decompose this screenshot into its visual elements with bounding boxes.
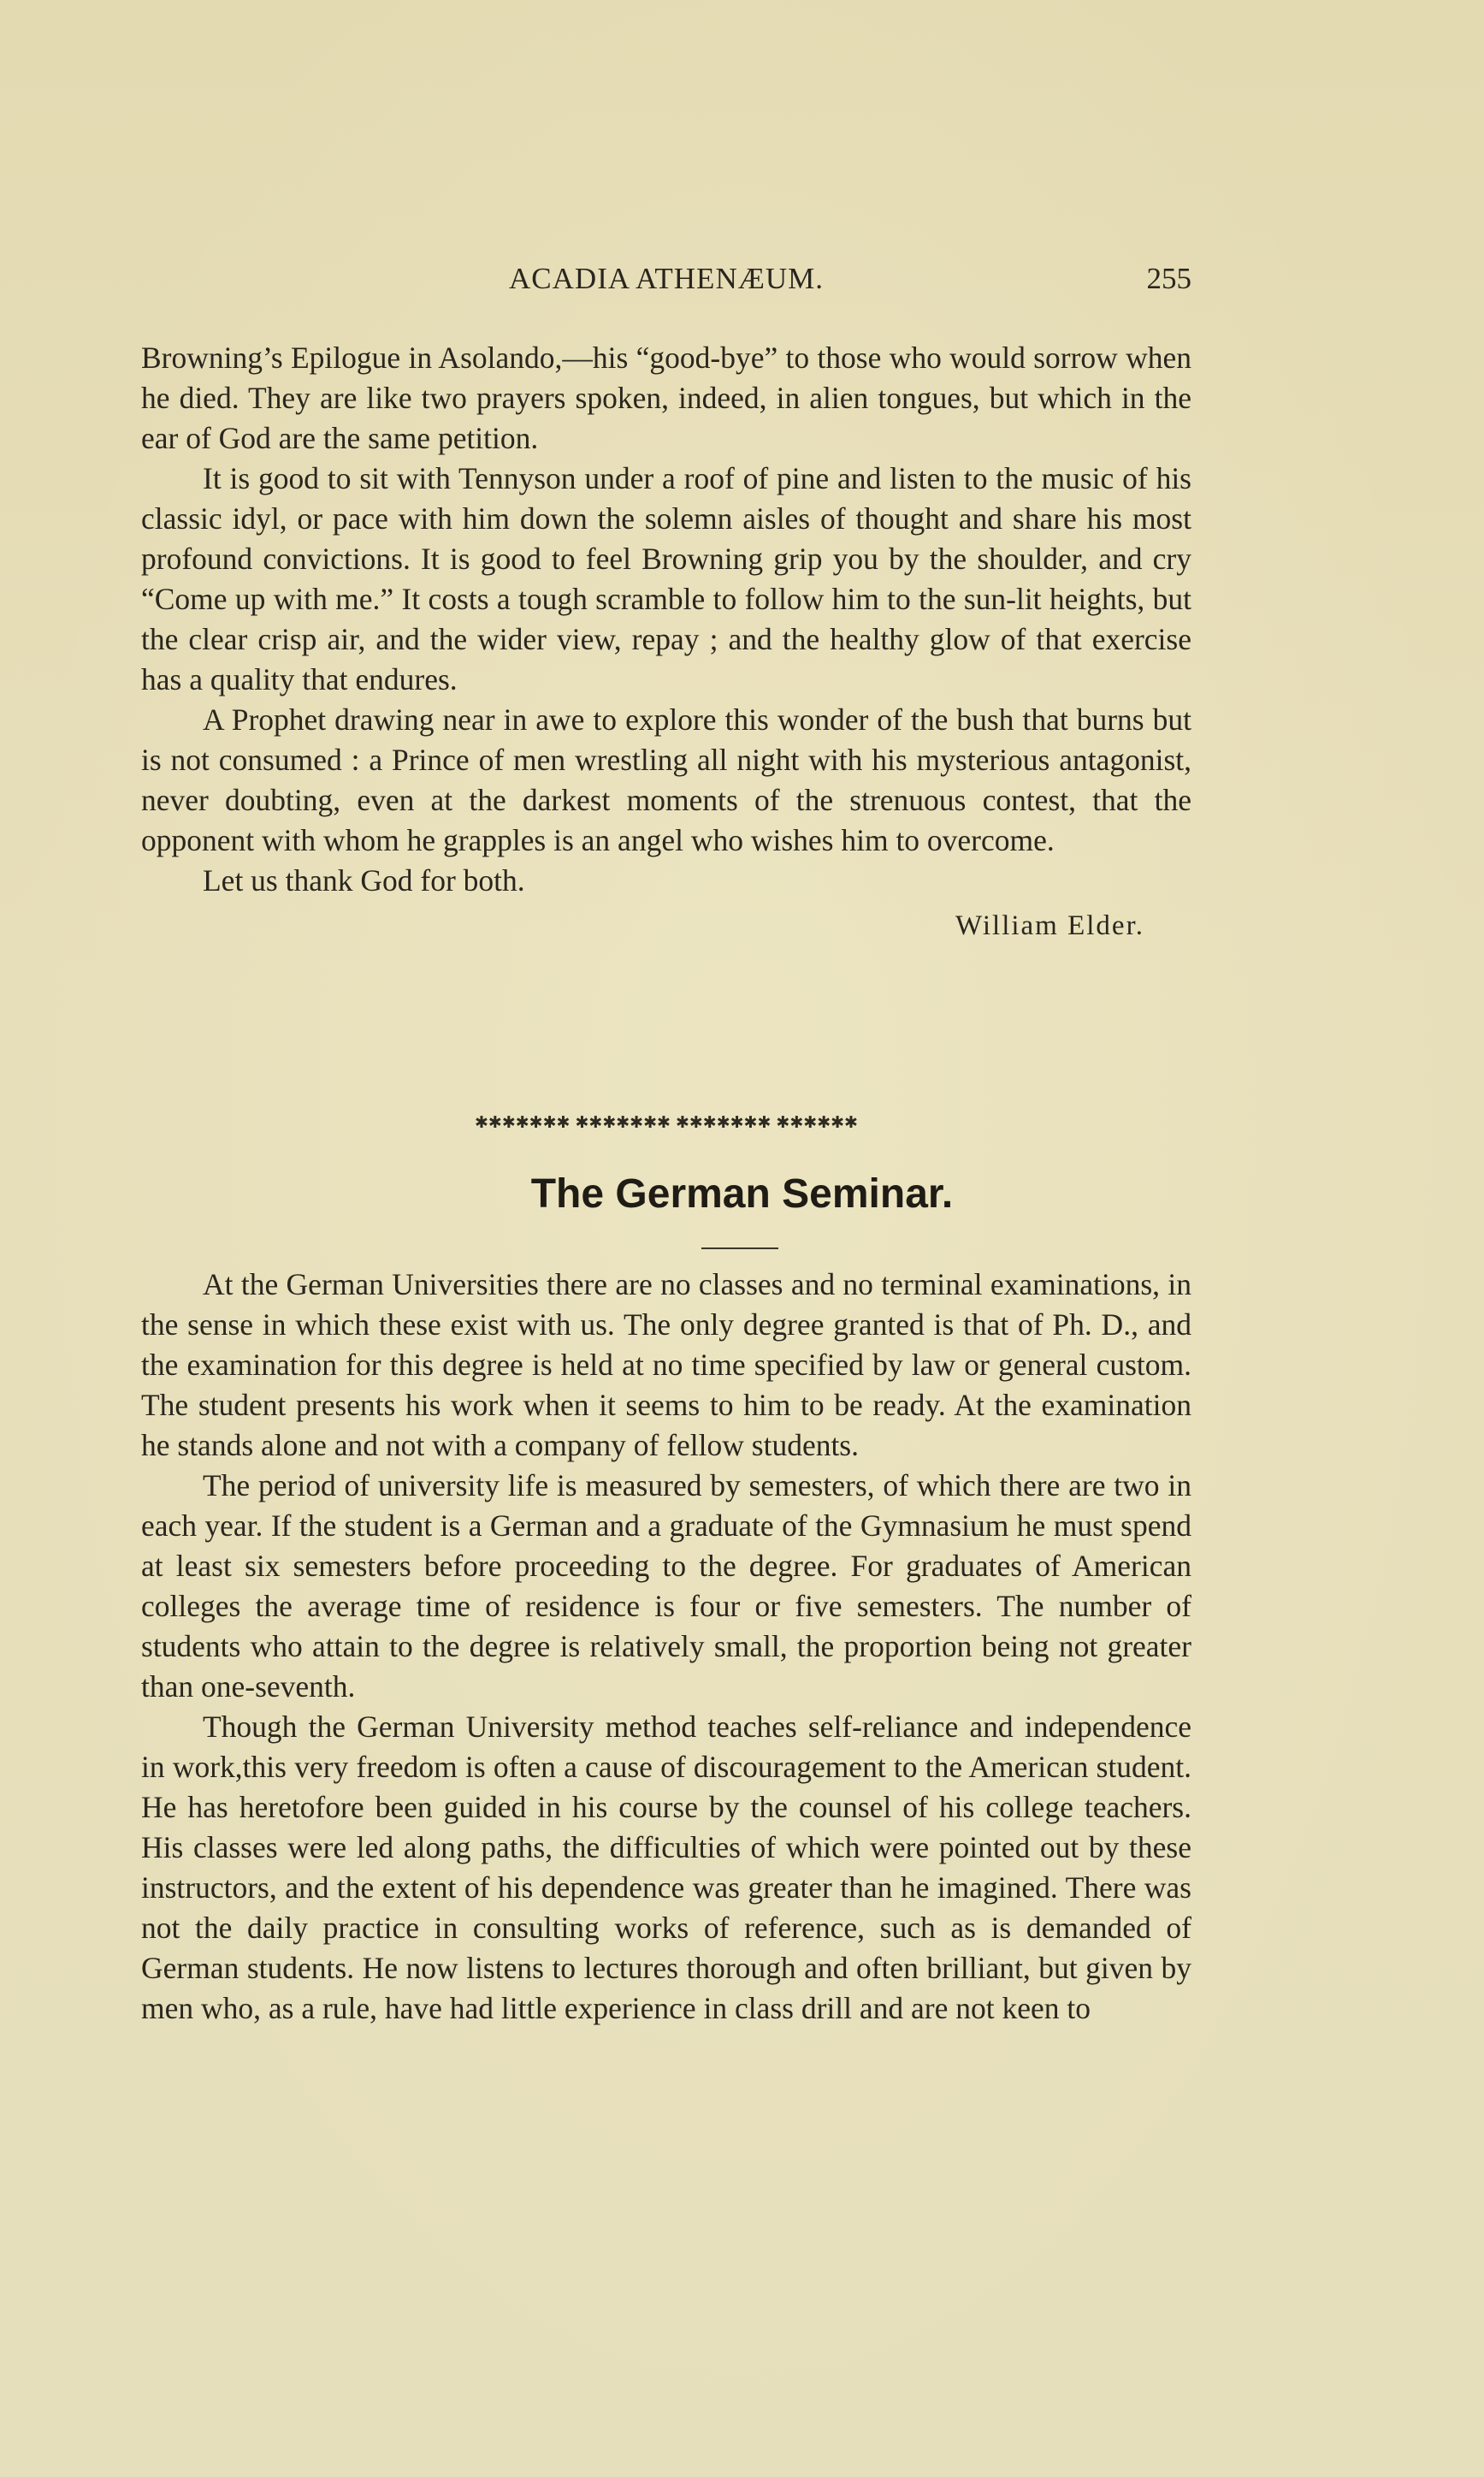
paragraph-4: Let us thank God for both. — [203, 863, 525, 898]
decorative-ornament-divider: ✱✱✱✱✱✱✱ ✱✱✱✱✱✱✱ ✱✱✱✱✱✱✱ ✱✱✱✱✱✱ — [475, 1113, 858, 1132]
title-rule — [701, 1247, 778, 1249]
running-title: ACADIA ATHENÆUM. — [509, 262, 824, 295]
paragraph-seminar-3: Though the German University method teaches self-reliance and independence in work,this very freedom is often a cause of discouragement to the American student. He has heretofore been guided in his course by the counsel of his college teachers. His classes were led along paths, the difficulties of which were pointed out by these instructors, and the extent of his dependence was greater than he imagined. There was not the daily practice in consulting works of reference, such as is demanded of German students. He now listens to lectures thorough and often brilliant, but given by men who, as a rule, have had little experience in class drill and are not keen to — [141, 1710, 1191, 2025]
author-signature: William Elder. — [955, 910, 1144, 941]
paragraph-seminar-2: The period of university life is measured by semesters, of which there are two in each year. If the student is a German and a graduate of the Gymnasium he must spend at least six semesters before proceeding to the degree. For graduates of American colleges the average time of residence is four or five semesters. The number of students who attain to the degree is relatively small, the proportion being not greater than one-seventh. — [141, 1468, 1191, 1704]
paragraph-1: Browning’s Epilogue in Asolando,—his “good-bye” to those who would sorrow when he died. They are like two prayers spoken, indeed, in alien tongues, but which in the ear of God are the same petition. — [141, 341, 1191, 455]
section-german-seminar — [141, 1265, 1191, 2029]
paragraph-seminar-1: At the German Universities there are no classes and no terminal examinations, in the sense in which these exist with us. The only degree granted is that of Ph. D., and the examination for this degree is held at no time specified by law or general custom. The student presents his work when it seems to him to be ready. At the examination he stands alone and not with a company of fellow students. — [141, 1267, 1191, 1462]
section-title: The German Seminar. — [530, 1171, 954, 1217]
page-number: 255 — [1146, 262, 1191, 295]
paragraph-3: A Prophet drawing near in awe to explore this wonder of the bush that burns but is not consumed : a Prince of men wrestling all night with his mysterious antagonist, never doubting, even at the darkest moments of the strenuous contest, that the opponent with whom he grapples is an angel who wishes him to overcome. — [141, 702, 1191, 857]
paragraph-2: It is good to sit with Tennyson under a roof of pine and listen to the music of his classic idyl, or pace with him down the solemn aisles of thought and share his most profound convictions. It is good to feel Browning grip you by the shoulder, and cry “Come up with me.” It costs a tough scramble to follow him to the sun-lit heights, but the clear crisp air, and the wider view, repay ; and the healthy glow of that exercise has a quality that endures. — [141, 461, 1191, 696]
page-header — [141, 262, 1191, 305]
section-elder-essay-ending — [141, 338, 1191, 946]
